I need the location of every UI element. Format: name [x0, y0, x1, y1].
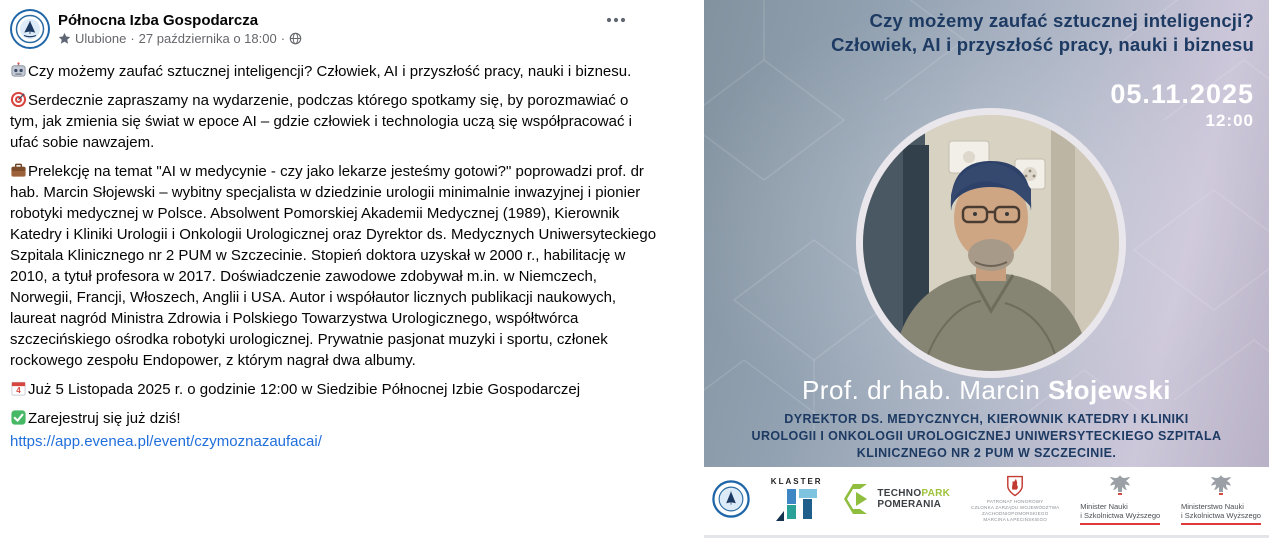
post-paragraph: [10, 161, 658, 371]
speaker-name: [704, 375, 1269, 406]
speaker-photo: [856, 108, 1126, 378]
patronat-honorowy-logo: [971, 475, 1059, 523]
speaker-role-line1: DYREKTOR DS. MEDYCZNYCH, KIEROWNIK KATEDRY I KLINIKI: [784, 412, 1189, 426]
technopark-chevron-icon: [843, 483, 873, 515]
eagle-icon: [1109, 473, 1131, 497]
ministerstwo-nauki-logo: [1181, 473, 1261, 525]
red-underline: [1080, 523, 1160, 525]
poster-title-line2: Człowiek, AI i przyszłość pracy, nauki i biznesu: [831, 34, 1254, 55]
patronat-line3: ZACHODNIOPOMORSKIEGO: [981, 511, 1049, 516]
eagle-icon: [1210, 473, 1232, 497]
poster-title: [704, 9, 1254, 57]
technopark-label-pomerania: POMERANIA: [877, 499, 942, 510]
griffin-crest-icon: [1006, 475, 1024, 497]
speaker-surname: Słojewski: [1048, 375, 1172, 405]
post-timestamp[interactable]: 27 października o 18:00: [138, 31, 277, 46]
poster-background: [704, 0, 1269, 467]
speaker-role-line3: KLINICZNEGO NR 2 PUM W SZCZECINIE.: [856, 446, 1117, 460]
speaker-name-prefix: Prof. dr hab. Marcin: [801, 375, 1049, 405]
svg-text:4: 4: [16, 386, 21, 396]
target-icon: [10, 91, 27, 108]
patronat-text: [971, 499, 1059, 523]
technopark-label-park: PARK: [921, 488, 951, 499]
post-meta: [58, 30, 302, 47]
globe-privacy-icon: [289, 32, 302, 45]
klaster-it-icon: [774, 487, 820, 521]
post-paragraph: [10, 379, 658, 400]
meta-separator: ·: [280, 31, 286, 46]
pig-seal-logo: [712, 480, 750, 518]
favorite-label: Ulubione: [75, 31, 127, 46]
briefcase-icon: [10, 162, 27, 179]
event-registration-link[interactable]: https://app.evenea.pl/event/czymoznazaufacai/: [10, 433, 322, 450]
klaster-it-logo: [771, 477, 823, 521]
technopark-pomerania-logo: [843, 483, 950, 515]
minister-line2: i Szkolnictwa Wyższego: [1080, 511, 1161, 520]
minister-line1: Minister Nauki: [1080, 502, 1128, 511]
patronat-line1: PATRONAT HONOROWY: [986, 499, 1044, 504]
more-options-button[interactable]: [600, 8, 632, 32]
paragraph-text: Prelekcję na temat "AI w medycynie - czy jako lekarze jesteśmy gotowi?" poprowadzi prof. dr hab. Marcin Słojewski – wybitny specjalista w dziedzinie urologii minimalnie inwazyjnej i pionier robotyki medycznej w Polsce. Absolwent Pomorskiej Akademii Medycznej (1989), Kierownik Katedry i Kliniki Urologii i Onkologii Urologicznej oraz Dyrektor ds. Medycznych Uniwersyteckiego Szpitala Klinicznego nr 2 PUM w Szczecinie. Stopień doktora uzyskał w 2000 r., habilitację w 2010, a tytuł profesora w 2017. Doświadczenie zawodowe zdobywał m.in. w Niemczech, Norwegii, Francji, Włoszech, Anglii i USA. Autor i współautor licznych publikacji naukowych, laureat nagród Ministra Zdrowia i Polskiego Towarzystwa Urologicznego, współtwórca szczecińskiego ośrodka robotyki urologicznej. Prywatnie pasjonat muzyki i sportu, członek rockowego zespołu Endopower, z którym nagrał dwa albumy.: [10, 163, 657, 369]
paragraph-text: Już 5 Listopada 2025 r. o godzinie 12:00 w Siedzibie Północnej Izbie Gospodarczej: [28, 381, 581, 398]
paragraph-text: Czy możemy zaufać sztucznej inteligencji? Człowiek, AI i przyszłość pracy, nauki i biznesu.: [28, 63, 632, 80]
paragraph-text: Serdecznie zapraszamy na wydarzenie, podczas którego spotkamy się, by porozmawiać o tym, jak zmienia się świat w epoce AI – gdzie człowiek i technologia uczą się współpracować i ufać sobie nawzajem.: [10, 92, 632, 151]
klaster-label: KLASTER: [770, 477, 823, 486]
post-header: [10, 6, 670, 52]
patronat-line4: MARCINA ŁAPECIŃSKIEGO: [983, 517, 1048, 522]
calendar-icon: [10, 380, 27, 397]
technopark-label-techno: TECHNO: [877, 488, 922, 499]
meta-separator: ·: [130, 31, 135, 46]
red-underline: [1181, 523, 1261, 525]
speaker-role: [722, 411, 1251, 462]
poster-time: 12:00: [1205, 111, 1254, 130]
post-paragraph: [10, 408, 658, 429]
ministerstwo-line1: Ministerstwo Nauki: [1181, 502, 1244, 511]
speaker-role-line2: UROLOGII I ONKOLOGII UROLOGICZNEJ UNIWERSYTECKIEGO SZPITALA: [751, 429, 1222, 443]
pig-seal-icon: [712, 480, 750, 518]
minister-nauki-logo: [1080, 473, 1160, 525]
partner-logo-strip: [704, 467, 1269, 538]
post-paragraph: [10, 61, 658, 82]
poster-date: 05.11.2025: [1110, 79, 1254, 109]
post-body: [10, 61, 658, 452]
more-options-icon: [606, 17, 626, 23]
event-poster-image[interactable]: [704, 0, 1269, 538]
robot-icon: [10, 62, 27, 79]
speaker-photo-illustration: [863, 115, 1119, 371]
ministerstwo-line2: i Szkolnictwa Wyższego: [1181, 511, 1261, 520]
post-paragraph: [10, 90, 658, 153]
favorite-star-icon: [58, 32, 71, 45]
page-name[interactable]: Północna Izba Gospodarcza: [58, 12, 259, 29]
poster-title-line1: Czy możemy zaufać sztucznej inteligencji?: [869, 10, 1254, 31]
page-avatar[interactable]: [10, 9, 50, 49]
check-icon: [10, 409, 27, 426]
paragraph-text: Zarejestruj się już dziś!: [28, 410, 181, 427]
patronat-line2: CZŁONKA ZARZĄDU WOJEWÓDZTWA: [971, 505, 1060, 510]
